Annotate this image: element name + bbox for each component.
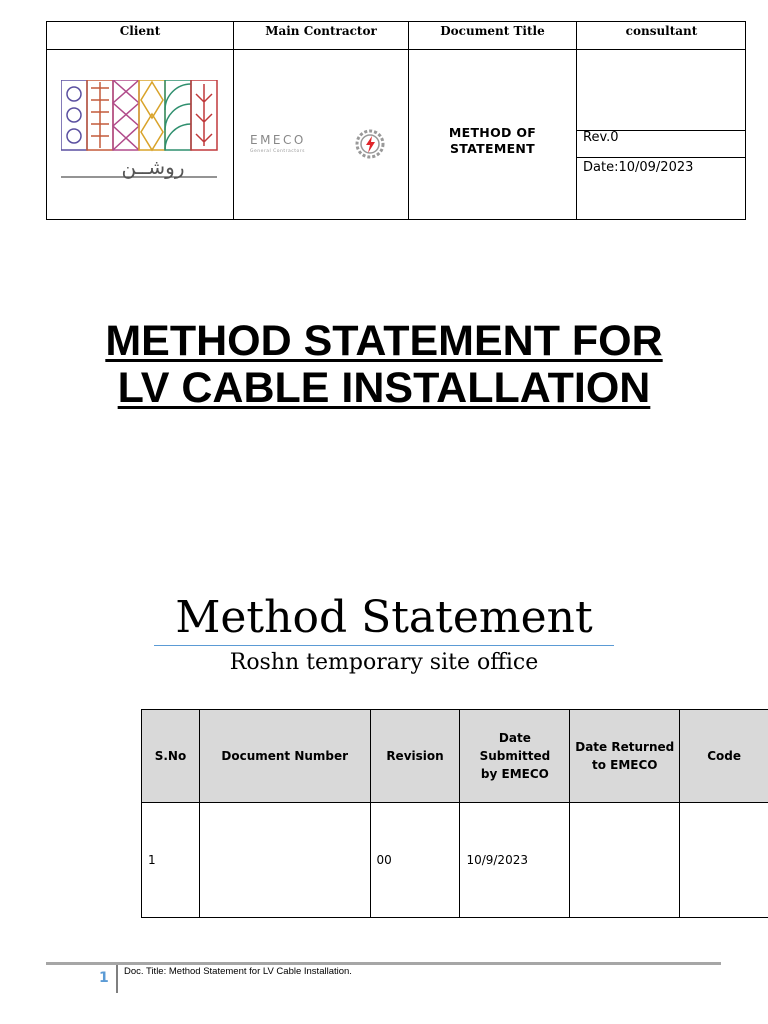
client-column [47, 22, 234, 219]
col-header-revision: Revision [370, 710, 460, 803]
cell-date-returned [570, 803, 680, 918]
doc-title-cell [409, 50, 576, 219]
col-header-code: Code [680, 710, 768, 803]
method-statement-heading: Method Statement [175, 592, 593, 643]
cell-date-submitted: 10/9/2023 [460, 803, 570, 918]
client-logo-text: روشــن [121, 155, 185, 179]
doc-title-line1: METHOD OF [448, 125, 537, 140]
doc-title-value [409, 125, 576, 157]
header-table [46, 21, 746, 220]
col-header-date-submitted [460, 710, 570, 803]
col-header-doc-number: Document Number [199, 710, 370, 803]
client-logo-cell [47, 50, 233, 219]
cell-code [680, 803, 768, 918]
cell-sno: 1 [142, 803, 200, 918]
doc-title-column [409, 22, 577, 219]
consultant-column [577, 22, 746, 219]
main-title-line2: LV CABLE INSTALLATION [117, 364, 651, 412]
project-subtitle: Roshn temporary site office [229, 650, 539, 675]
cell-revision: 00 [370, 803, 460, 918]
footer-rule [46, 962, 721, 965]
date-returned-line2: to EMECO [591, 758, 658, 772]
consultant-label: consultant [577, 22, 746, 50]
main-title [0, 318, 768, 412]
contractor-column [234, 22, 409, 219]
page-number: 1 [99, 970, 109, 986]
cell-doc-number [199, 803, 370, 918]
date-submitted-line1: Date Submitted [479, 731, 551, 763]
doc-title-label: Document Title [409, 22, 576, 50]
heading-divider [154, 645, 614, 646]
table-row [142, 803, 768, 918]
contractor-label: Main Contractor [234, 22, 408, 50]
client-label: Client [47, 22, 233, 50]
revision-table [141, 709, 768, 918]
contractor-logo-subtext: General Contractors [250, 149, 305, 154]
col-header-sno: S.No [142, 710, 200, 803]
doc-title-line2: STATEMENT [450, 141, 535, 156]
consultant-cell [577, 50, 746, 219]
main-title-line1: METHOD STATEMENT FOR [105, 317, 663, 365]
gear-icon [357, 131, 383, 157]
date-value: Date:10/09/2023 [583, 160, 694, 175]
emeco-logo [250, 128, 395, 164]
date-submitted-line2: by EMECO [480, 767, 549, 781]
col-header-date-returned [570, 710, 680, 803]
revision-value: Rev.0 [577, 130, 746, 158]
date-returned-line1: Date Returned [575, 740, 675, 754]
contractor-logo-cell [234, 50, 408, 219]
contractor-logo-text: EMECO [250, 133, 306, 147]
table-header-row [142, 710, 768, 803]
footer-doc-title: Doc. Title: Method Statement for LV Cable Installation. [124, 966, 352, 977]
footer-divider [116, 965, 118, 993]
roshn-logo [61, 80, 221, 200]
